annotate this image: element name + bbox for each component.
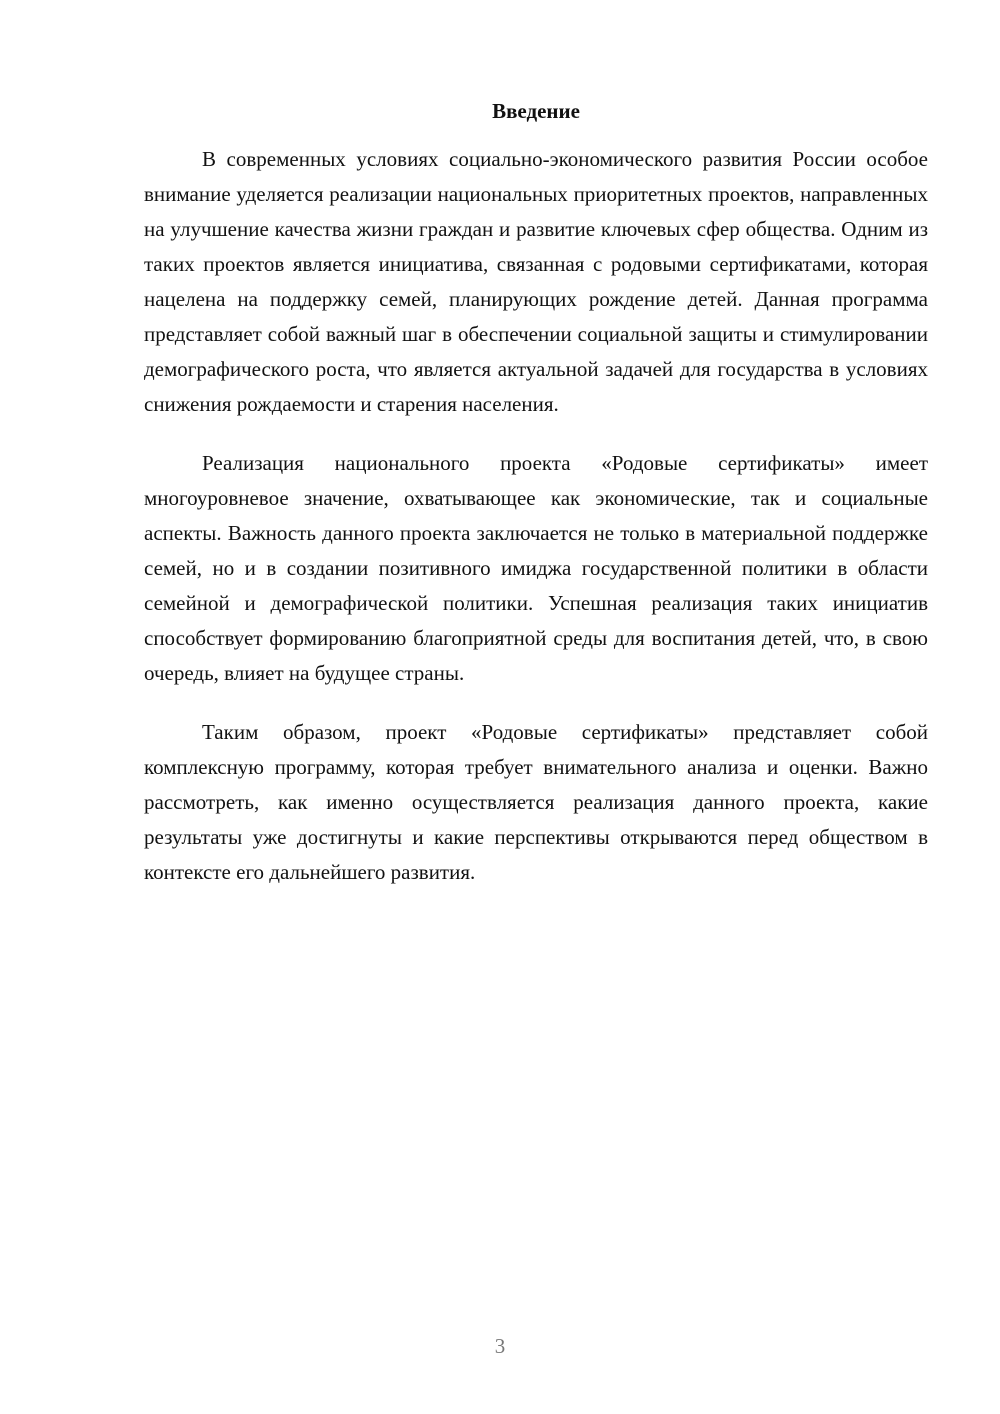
introduction-paragraph-3: Таким образом, проект «Родовые сертификаты» представляет собой комплексную программу, которая требует внимательного анализа и оценки. Важно рассмотреть, как именно осуществляется реализация данного проекта, какие результаты уже достигнуты и какие перспективы открываются перед обществом в контексте его дальнейшего развития. (144, 720, 928, 884)
page-title: Введение (492, 99, 580, 123)
page-content (144, 96, 928, 914)
introduction-paragraph-2: Реализация национального проекта «Родовые сертификаты» имеет многоуровневое значение, охватывающее как экономические, так и социальные аспекты. Важность данного проекта заключается не только в материальной поддержке семей, но и в создании позитивного имиджа государственной политики в области семейной и демографической политики. Успешная реализация таких инициатив способствует формированию благоприятной среды для воспитания детей, что, в свою очередь, влияет на будущее страны. (144, 451, 928, 685)
introduction-paragraph-1: В современных условиях социально-экономического развития России особое внимание уделяется реализации национальных приоритетных проектов, направленных на улучшение качества жизни граждан и развитие ключевых сфер общества. Одним из таких проектов является инициатива, связанная с родовыми сертификатами, которая нацелена на поддержку семей, планирующих рождение детей. Данная программа представляет собой важный шаг в обеспечении социальной защиты и стимулировании демографического роста, что является актуальной задачей для государства в условиях снижения рождаемости и старения населения. (144, 147, 928, 416)
page-number: 3 (494, 1334, 506, 1358)
